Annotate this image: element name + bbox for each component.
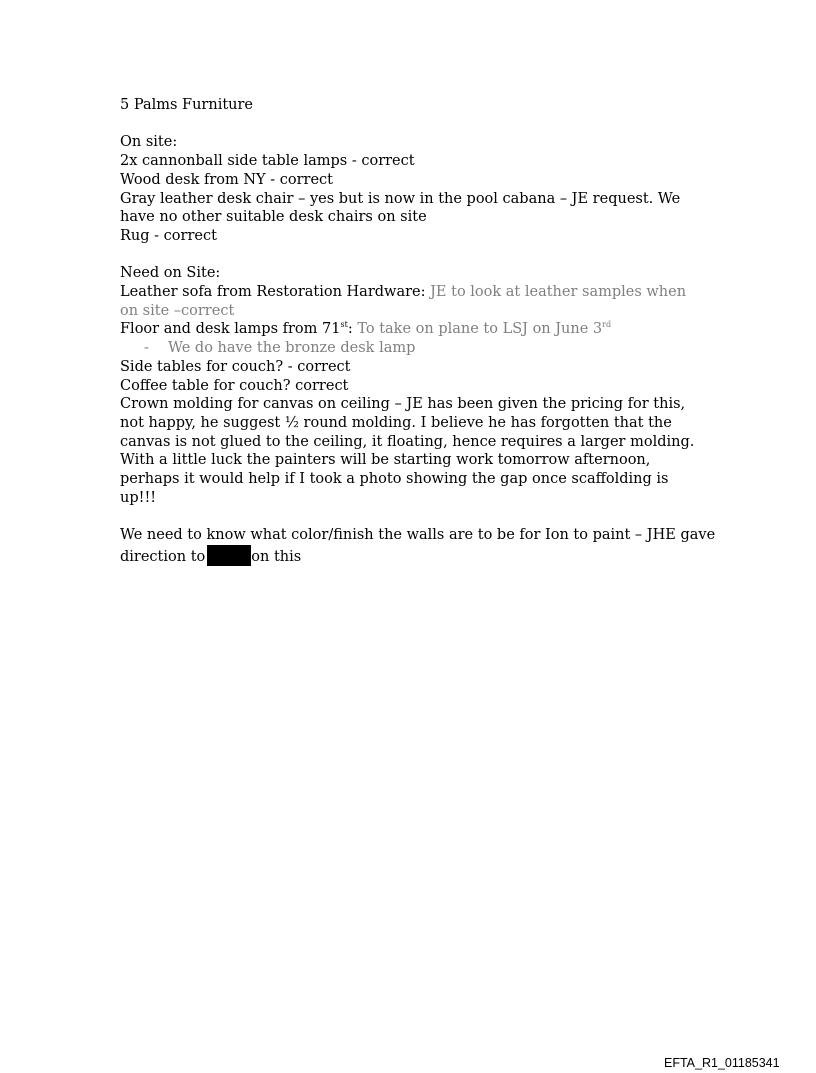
sub-bullet-text: We do have the bronze desk lamp [168, 340, 416, 357]
sofa-note: JE to look at leather samples when on site –correct [120, 284, 687, 319]
need-on-site-heading: Need on Site: [120, 265, 221, 282]
closing-line-2-post: on this [251, 548, 302, 565]
spacer [120, 507, 700, 526]
on-site-item: Rug - correct [120, 227, 217, 244]
lamps-label-superscript: st [340, 320, 348, 330]
redaction-box [207, 545, 251, 566]
closing-line-2 [120, 545, 700, 567]
lamps-label-colon: : [347, 321, 358, 338]
document-body [120, 96, 716, 567]
lamps-label: Floor and desk lamps from 71 [120, 321, 341, 338]
closing-line-2-pre: direction to [120, 548, 206, 565]
sofa-label: Leather sofa from Restoration Hardware: [120, 284, 431, 300]
sub-bullet-item [120, 339, 700, 358]
closing-line-1: We need to know what color/finish the walls are to be for Ion to paint – JHE gave [120, 527, 716, 544]
document-id-footer: EFTA_R1_01185341 [664, 1056, 780, 1070]
on-site-heading: On site: [120, 134, 178, 151]
lamps-note: To take on plane to LSJ on June 3 [357, 321, 603, 338]
bullet-dash: - [144, 340, 149, 357]
spacer [120, 246, 700, 265]
spacer [120, 115, 700, 134]
on-site-item: Gray leather desk chair – yes but is now in the pool cabana – JE request. We have no other suitable desk chairs on site [120, 190, 681, 226]
on-site-item: Wood desk from NY - correct [120, 171, 333, 188]
lamps-note-superscript: rd [602, 320, 612, 330]
lamps-item [120, 320, 700, 339]
side-tables-item: Side tables for couch? - correct [120, 358, 351, 375]
document-title: 5 Palms Furniture [120, 97, 254, 113]
coffee-table-item: Coffee table for couch? correct [120, 377, 349, 394]
crown-molding-paragraph: Crown molding for canvas on ceiling – JE has been given the pricing for this, not happy, he suggest ½ round molding. I believe he has forgotten that the canvas is not glued to the ceiling, it floating, hence requires a larger molding. With a little luck the painters will be starting work tomorrow afternoon, perhaps it would help if I took a photo showing the gap once scaffolding is up!!! [120, 396, 695, 506]
sofa-item [120, 283, 700, 320]
on-site-item: 2x cannonball side table lamps - correct [120, 153, 415, 170]
